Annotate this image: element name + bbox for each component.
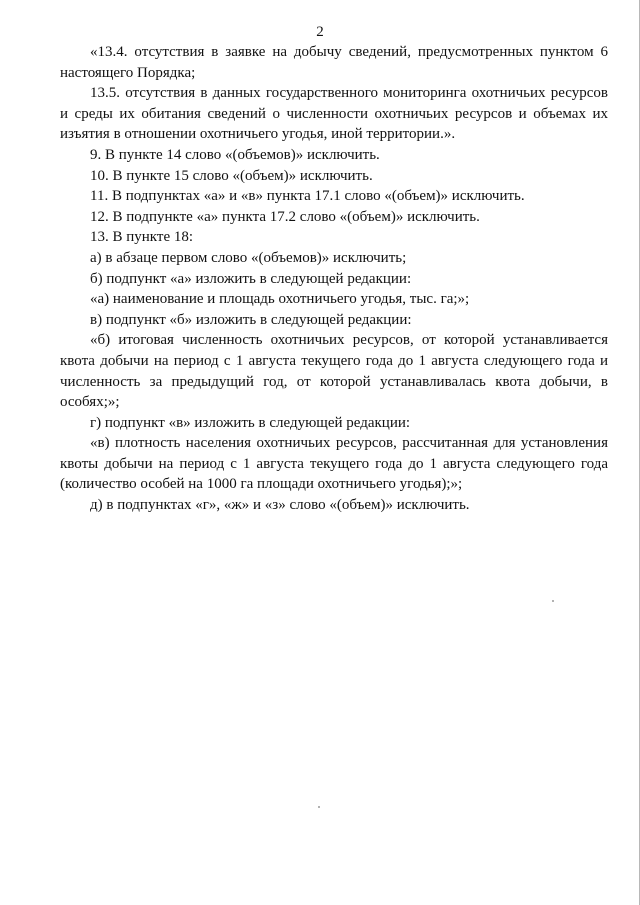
paragraph-quote-v: «в) плотность населения охотничьих ресурсов, рассчитанная для установления квоты добычи на период с 1 августа текущего года до 1 августа следующего года (количество особей на 1000 га площади охотничьего угодья);»; (60, 435, 608, 493)
paragraph-quote-a: «а) наименование и площадь охотничьего угодья, тыс. га;»; (90, 291, 470, 308)
paragraph-item-10: 10. В пункте 15 слово «(объем)» исключить. (90, 167, 373, 184)
paragraph-subitem-a: а) в абзаце первом слово «(объемов)» исключить; (90, 249, 407, 266)
paragraph-item-12: 12. В подпункте «а» пункта 17.2 слово «(объем)» исключить. (90, 208, 480, 225)
paragraph-subitem-g: г) подпункт «в» изложить в следующей редакции: (90, 414, 411, 431)
paragraph-subitem-b: б) подпункт «а» изложить в следующей редакции: (90, 270, 412, 287)
paragraph-quote-b: «б) итоговая численность охотничьих ресурсов, от которой устанавливается квота добычи на период с 1 августа текущего года до 1 августа следующего года и численность за предыдущий год, от которой устанавливалась квота добычи, в особях;»; (60, 332, 608, 411)
scan-speck (552, 600, 554, 602)
paragraph-item-11: 11. В подпунктах «а» и «в» пункта 17.1 слово «(объем)» исключить. (90, 188, 525, 205)
paragraph-subitem-v: в) подпункт «б» изложить в следующей редакции: (90, 311, 412, 328)
scan-speck (318, 806, 320, 808)
page-number: 2 (316, 24, 324, 40)
paragraph-item-9: 9. В пункте 14 слово «(объемов)» исключить. (90, 146, 380, 163)
paragraph-subitem-d: д) в подпунктах «г», «ж» и «з» слово «(объем)» исключить. (90, 497, 470, 514)
document-body (60, 42, 608, 516)
paragraph-13-5: 13.5. отсутствия в данных государственного мониторинга охотничьих ресурсов и среды их обитания сведений о численности охотничьих ресурсов и объемах их изъятия в отношении охотничьего угодья, иной территории.». (60, 85, 608, 143)
paragraph-item-13: 13. В пункте 18: (90, 229, 194, 246)
paragraph-13-4: «13.4. отсутствия в заявке на добычу сведений, предусмотренных пунктом 6 настоящего Порядка; (60, 44, 608, 81)
